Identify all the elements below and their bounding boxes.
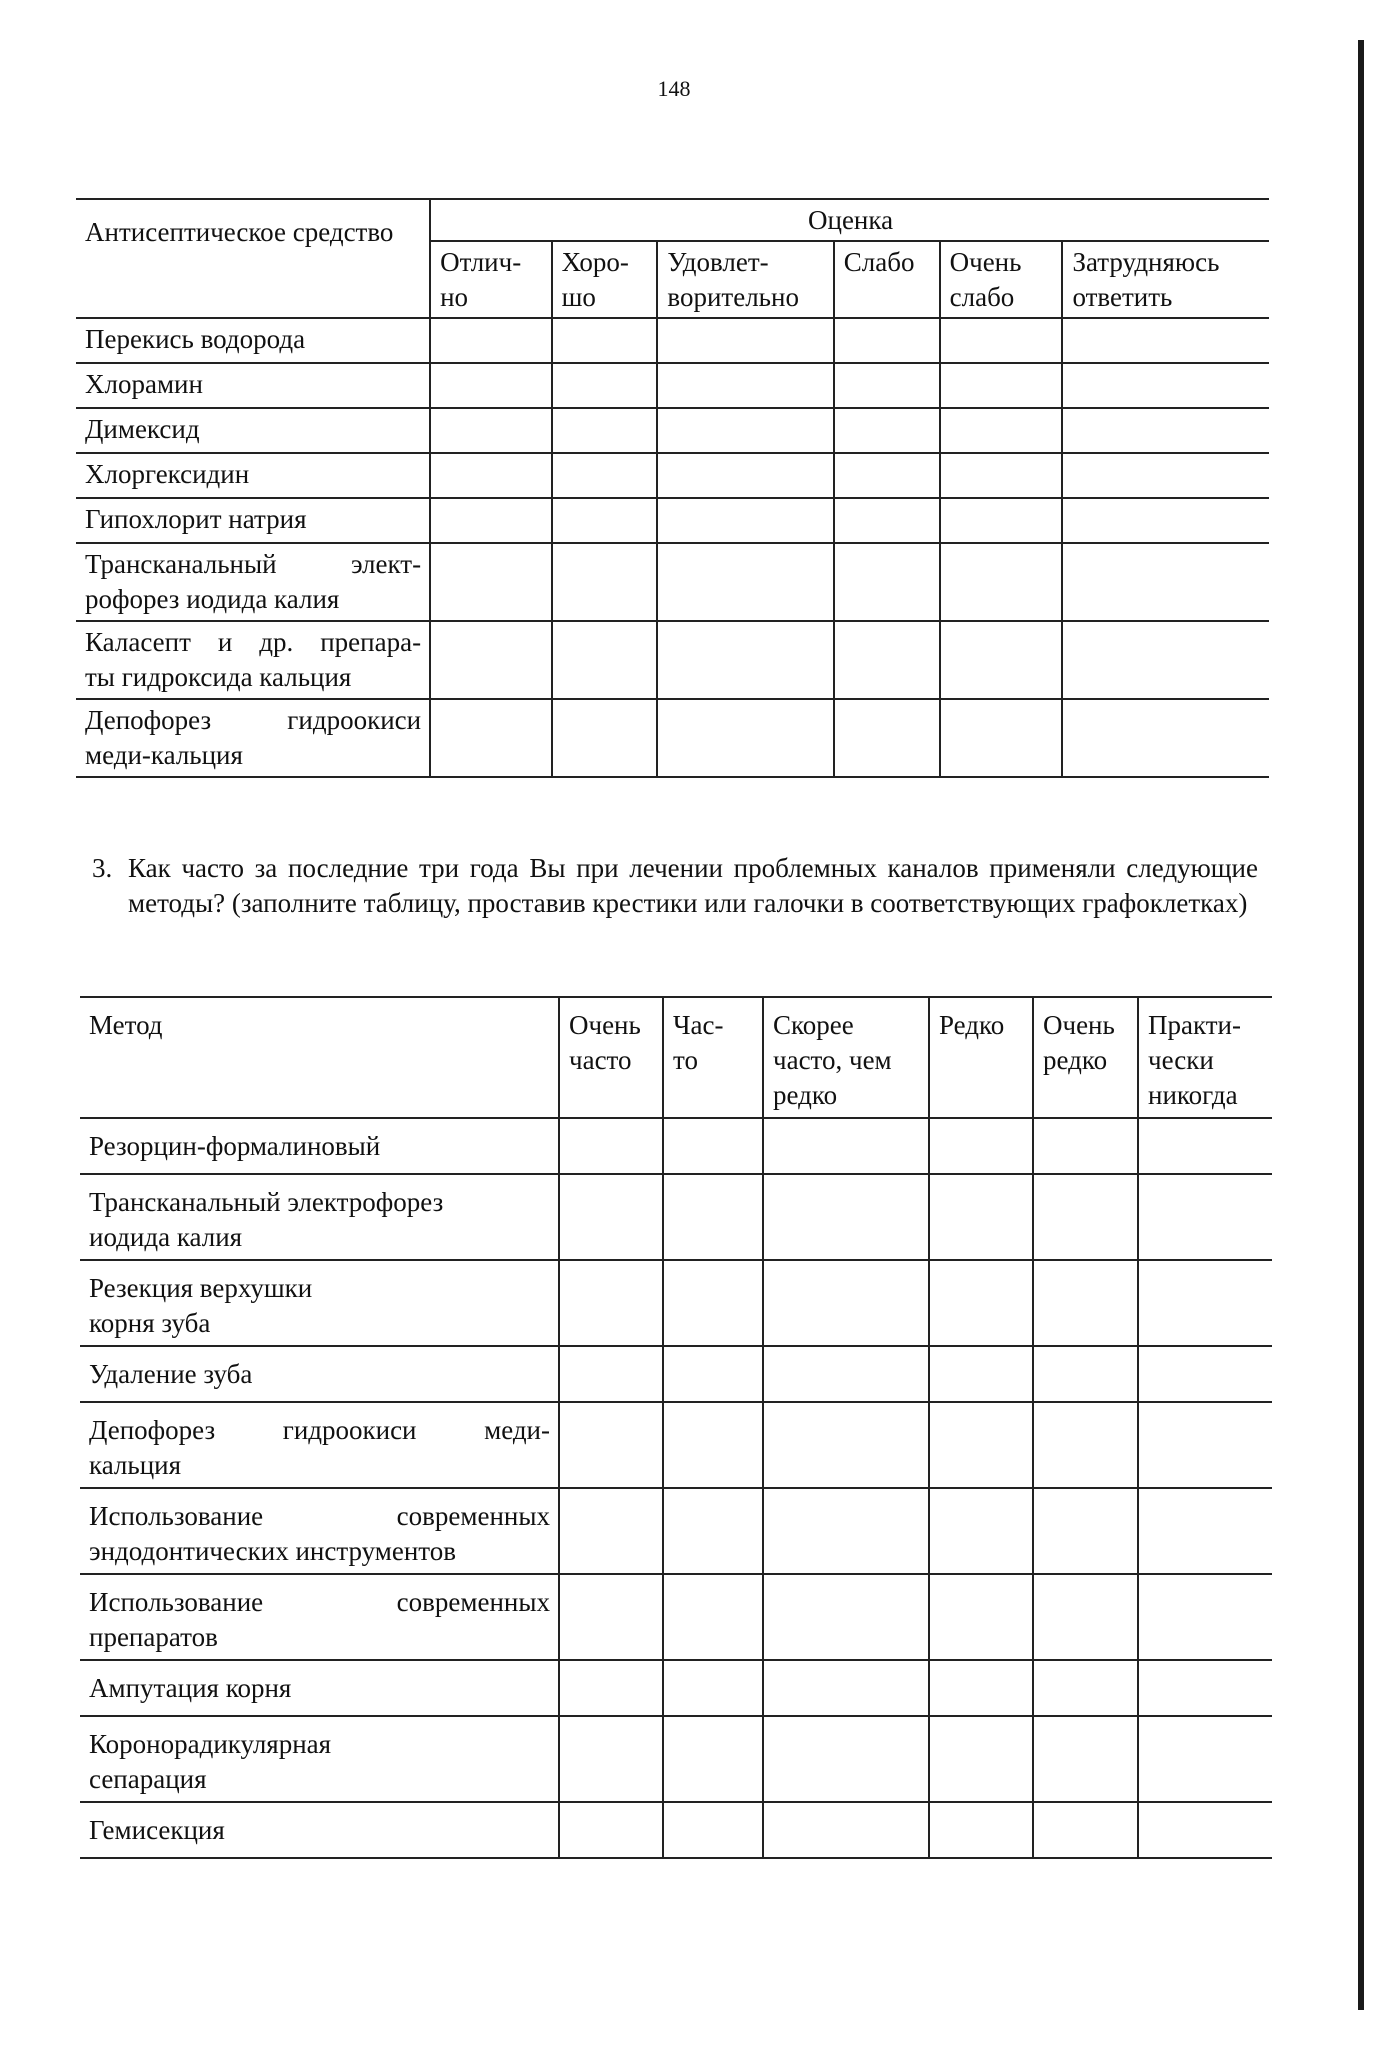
frequency-cell bbox=[763, 1716, 929, 1802]
table-row bbox=[80, 1574, 1272, 1660]
rating-cell bbox=[1062, 318, 1269, 363]
rating-cell bbox=[657, 699, 833, 777]
frequency-cell bbox=[929, 1716, 1033, 1802]
table-row bbox=[80, 1346, 1272, 1402]
methods-header-row bbox=[80, 997, 1272, 1118]
table-row bbox=[80, 1260, 1272, 1346]
header-grade-6: Затрудняюсь ответить bbox=[1062, 241, 1269, 318]
frequency-cell bbox=[663, 1346, 763, 1402]
rating-cell bbox=[834, 498, 940, 543]
table-row bbox=[80, 1402, 1272, 1488]
rating-cell bbox=[834, 363, 940, 408]
header-frequency-4: Редко bbox=[929, 997, 1033, 1118]
methods-frequency-table bbox=[80, 996, 1272, 1859]
rating-cell bbox=[834, 699, 940, 777]
table-row bbox=[76, 543, 1269, 621]
row-agent-label: Димексид bbox=[76, 408, 430, 453]
frequency-cell bbox=[1138, 1346, 1272, 1402]
row-method-label: Резорцин-формалиновый bbox=[80, 1118, 559, 1174]
frequency-cell bbox=[663, 1716, 763, 1802]
rating-cell bbox=[552, 621, 658, 699]
row-method-label: Гемисекция bbox=[80, 1802, 559, 1858]
row-method-label: Использование современных препаратов bbox=[80, 1574, 559, 1660]
rating-cell bbox=[1062, 498, 1269, 543]
rating-cell bbox=[940, 543, 1063, 621]
rating-cell bbox=[657, 363, 833, 408]
frequency-cell bbox=[763, 1488, 929, 1574]
frequency-cell bbox=[763, 1174, 929, 1260]
rating-cell bbox=[552, 363, 658, 408]
frequency-cell bbox=[929, 1802, 1033, 1858]
frequency-cell bbox=[1033, 1802, 1138, 1858]
row-agent-label: Каласепт и др. препара- ты гидроксида кальция bbox=[76, 621, 430, 699]
rating-cell bbox=[940, 699, 1063, 777]
header-grade-4: Слабо bbox=[834, 241, 940, 318]
rating-cell bbox=[430, 543, 552, 621]
rating-cell bbox=[1062, 453, 1269, 498]
rating-cell bbox=[940, 621, 1063, 699]
rating-cell bbox=[430, 498, 552, 543]
rating-cell bbox=[1062, 621, 1269, 699]
frequency-cell bbox=[1033, 1118, 1138, 1174]
frequency-cell bbox=[1138, 1802, 1272, 1858]
table-row bbox=[80, 1660, 1272, 1716]
header-method: Метод bbox=[80, 997, 559, 1118]
rating-cell bbox=[940, 453, 1063, 498]
frequency-cell bbox=[763, 1260, 929, 1346]
frequency-cell bbox=[1138, 1402, 1272, 1488]
frequency-cell bbox=[929, 1260, 1033, 1346]
rating-cell bbox=[834, 621, 940, 699]
row-method-label: Ампутация корня bbox=[80, 1660, 559, 1716]
rating-cell bbox=[834, 408, 940, 453]
rating-cell bbox=[834, 543, 940, 621]
header-grade-2: Хоро- шо bbox=[552, 241, 658, 318]
frequency-cell bbox=[1138, 1488, 1272, 1574]
header-frequency-2: Час- то bbox=[663, 997, 763, 1118]
table-row bbox=[80, 1118, 1272, 1174]
rating-cell bbox=[552, 498, 658, 543]
table-row bbox=[76, 453, 1269, 498]
frequency-cell bbox=[663, 1174, 763, 1260]
rating-cell bbox=[552, 543, 658, 621]
rating-cell bbox=[1062, 699, 1269, 777]
rating-cell bbox=[552, 453, 658, 498]
header-grade-1: Отлич- но bbox=[430, 241, 552, 318]
rating-cell bbox=[430, 408, 552, 453]
rating-cell bbox=[940, 318, 1063, 363]
frequency-cell bbox=[929, 1346, 1033, 1402]
page-number: 148 bbox=[657, 76, 691, 101]
rating-cell bbox=[1062, 543, 1269, 621]
frequency-cell bbox=[663, 1402, 763, 1488]
frequency-cell bbox=[929, 1660, 1033, 1716]
rating-cell bbox=[552, 318, 658, 363]
methods-table-body bbox=[80, 1118, 1272, 1858]
rating-cell bbox=[657, 621, 833, 699]
row-agent-label: Трансканальный элект- рофорез иодида калия bbox=[76, 543, 430, 621]
frequency-cell bbox=[559, 1660, 663, 1716]
row-agent-label: Депофорез гидроокиси меди-кальция bbox=[76, 699, 430, 777]
rating-cell bbox=[552, 408, 658, 453]
rating-cell bbox=[430, 363, 552, 408]
rating-cell bbox=[940, 498, 1063, 543]
question-3 bbox=[92, 851, 1258, 921]
rating-cell bbox=[430, 318, 552, 363]
rating-cell bbox=[430, 699, 552, 777]
frequency-cell bbox=[559, 1118, 663, 1174]
frequency-cell bbox=[559, 1488, 663, 1574]
antiseptic-table-body bbox=[76, 318, 1269, 777]
frequency-cell bbox=[929, 1574, 1033, 1660]
frequency-cell bbox=[1138, 1716, 1272, 1802]
frequency-cell bbox=[929, 1118, 1033, 1174]
frequency-cell bbox=[1138, 1574, 1272, 1660]
frequency-cell bbox=[559, 1802, 663, 1858]
rating-cell bbox=[657, 318, 833, 363]
row-agent-label: Гипохлорит натрия bbox=[76, 498, 430, 543]
frequency-cell bbox=[763, 1118, 929, 1174]
frequency-cell bbox=[663, 1488, 763, 1574]
header-grade-5: Очень слабо bbox=[940, 241, 1063, 318]
frequency-cell bbox=[1138, 1174, 1272, 1260]
table-row bbox=[76, 699, 1269, 777]
antiseptic-rating-table bbox=[76, 198, 1269, 778]
rating-cell bbox=[430, 621, 552, 699]
header-grade-group: Оценка bbox=[430, 199, 1269, 241]
frequency-cell bbox=[1033, 1402, 1138, 1488]
frequency-cell bbox=[663, 1260, 763, 1346]
frequency-cell bbox=[1033, 1260, 1138, 1346]
header-frequency-5: Очень редко bbox=[1033, 997, 1138, 1118]
row-method-label: Трансканальный электрофорез иодида калия bbox=[80, 1174, 559, 1260]
frequency-cell bbox=[929, 1488, 1033, 1574]
frequency-cell bbox=[663, 1574, 763, 1660]
row-method-label: Коронорадикулярная сепарация bbox=[80, 1716, 559, 1802]
frequency-cell bbox=[763, 1346, 929, 1402]
frequency-cell bbox=[929, 1402, 1033, 1488]
rating-cell bbox=[657, 498, 833, 543]
frequency-cell bbox=[559, 1346, 663, 1402]
frequency-cell bbox=[1138, 1118, 1272, 1174]
frequency-cell bbox=[763, 1802, 929, 1858]
frequency-cell bbox=[1033, 1488, 1138, 1574]
frequency-cell bbox=[663, 1802, 763, 1858]
row-method-label: Резекция верхушки корня зуба bbox=[80, 1260, 559, 1346]
row-method-label: Использование современных эндодонтических инструментов bbox=[80, 1488, 559, 1574]
frequency-cell bbox=[559, 1174, 663, 1260]
rating-cell bbox=[1062, 363, 1269, 408]
rating-cell bbox=[552, 699, 658, 777]
frequency-cell bbox=[1033, 1346, 1138, 1402]
table-row bbox=[80, 1716, 1272, 1802]
frequency-cell bbox=[1033, 1716, 1138, 1802]
frequency-cell bbox=[663, 1660, 763, 1716]
rating-cell bbox=[940, 408, 1063, 453]
frequency-cell bbox=[559, 1716, 663, 1802]
frequency-cell bbox=[1033, 1574, 1138, 1660]
frequency-cell bbox=[663, 1118, 763, 1174]
frequency-cell bbox=[763, 1660, 929, 1716]
rating-cell bbox=[657, 543, 833, 621]
row-method-label: Депофорез гидроокиси меди- кальция bbox=[80, 1402, 559, 1488]
header-frequency-6: Практи- чески никогда bbox=[1138, 997, 1272, 1118]
row-agent-label: Хлоргексидин bbox=[76, 453, 430, 498]
row-method-label: Удаление зуба bbox=[80, 1346, 559, 1402]
table-row bbox=[80, 1174, 1272, 1260]
row-agent-label: Хлорамин bbox=[76, 363, 430, 408]
frequency-cell bbox=[559, 1402, 663, 1488]
table-row bbox=[76, 408, 1269, 453]
header-frequency-1: Очень часто bbox=[559, 997, 663, 1118]
rating-cell bbox=[834, 453, 940, 498]
frequency-cell bbox=[763, 1574, 929, 1660]
table-row bbox=[76, 498, 1269, 543]
frequency-cell bbox=[929, 1174, 1033, 1260]
header-grade-3: Удовлет- ворительно bbox=[657, 241, 833, 318]
table-row bbox=[80, 1802, 1272, 1858]
rating-cell bbox=[1062, 408, 1269, 453]
table-row bbox=[80, 1488, 1272, 1574]
question-number: 3. bbox=[92, 853, 113, 883]
header-frequency-3: Скорее часто, чем редко bbox=[763, 997, 929, 1118]
table-row bbox=[76, 318, 1269, 363]
frequency-cell bbox=[763, 1402, 929, 1488]
rating-cell bbox=[657, 453, 833, 498]
scan-edge-bar bbox=[1358, 40, 1364, 2010]
table-row bbox=[76, 363, 1269, 408]
question-text: Как часто за последние три года Вы при лечении проблемных каналов применяли следующие методы? (заполните таблицу, проставив крестики или галочки в соответствующих графоклетках) bbox=[128, 853, 1258, 918]
frequency-cell bbox=[1138, 1660, 1272, 1716]
frequency-cell bbox=[1138, 1260, 1272, 1346]
frequency-cell bbox=[1033, 1660, 1138, 1716]
rating-cell bbox=[834, 318, 940, 363]
header-agent: Антисептическое средство bbox=[76, 199, 430, 318]
frequency-cell bbox=[1033, 1174, 1138, 1260]
frequency-cell bbox=[559, 1574, 663, 1660]
rating-cell bbox=[430, 453, 552, 498]
row-agent-label: Перекись водорода bbox=[76, 318, 430, 363]
frequency-cell bbox=[559, 1260, 663, 1346]
rating-cell bbox=[657, 408, 833, 453]
table-row bbox=[76, 621, 1269, 699]
rating-cell bbox=[940, 363, 1063, 408]
